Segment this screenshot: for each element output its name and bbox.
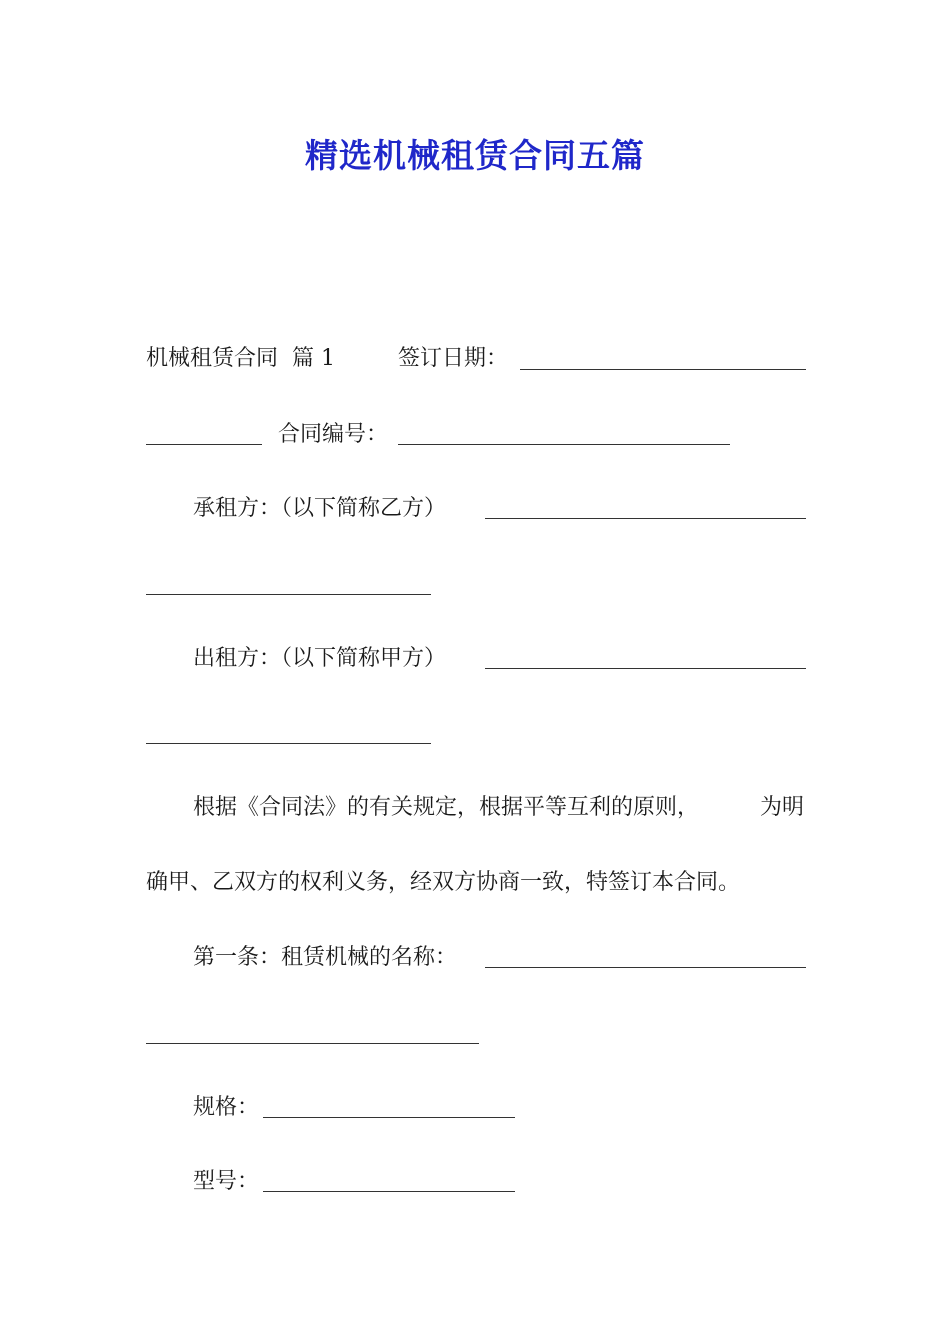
model-label: 型号：: [193, 1169, 260, 1194]
contract-no-blank: [398, 444, 730, 445]
lessor-blank-continued: [146, 743, 431, 744]
article1-blank: [485, 967, 806, 968]
lessor-label: 出租方：（以下简称甲方）: [193, 646, 447, 671]
contract-heading: 机械租赁合同: [146, 346, 279, 371]
model-blank: [263, 1191, 515, 1192]
sign-date-blank: [520, 369, 806, 370]
contract-heading-line: [146, 344, 335, 374]
sign-date-blank-continued: [146, 444, 262, 445]
lessee-blank-continued: [146, 594, 431, 595]
contract-no-label: 合同编号：: [278, 422, 389, 447]
lessor-blank: [485, 668, 806, 669]
article1-label: 第一条：租赁机械的名称：: [193, 945, 458, 970]
intro-text-part3: 确甲、乙双方的权利义务，经双方协商一致，特签订本合同。: [146, 870, 741, 895]
intro-text-part2: 为明: [760, 795, 805, 820]
sign-date-label: 签订日期：: [398, 346, 509, 371]
intro-text-part1: 根据《合同法》的有关规定，根据平等互利的原则，: [193, 795, 700, 820]
lessee-label: 承租方：（以下简称乙方）: [193, 496, 447, 521]
document-title: 精选机械租赁合同五篇: [305, 136, 645, 175]
part-label: 篇 1: [292, 346, 336, 371]
spec-label: 规格：: [193, 1095, 260, 1120]
lessee-blank: [485, 518, 806, 519]
spec-blank: [263, 1117, 515, 1118]
article1-blank-continued: [146, 1043, 479, 1044]
